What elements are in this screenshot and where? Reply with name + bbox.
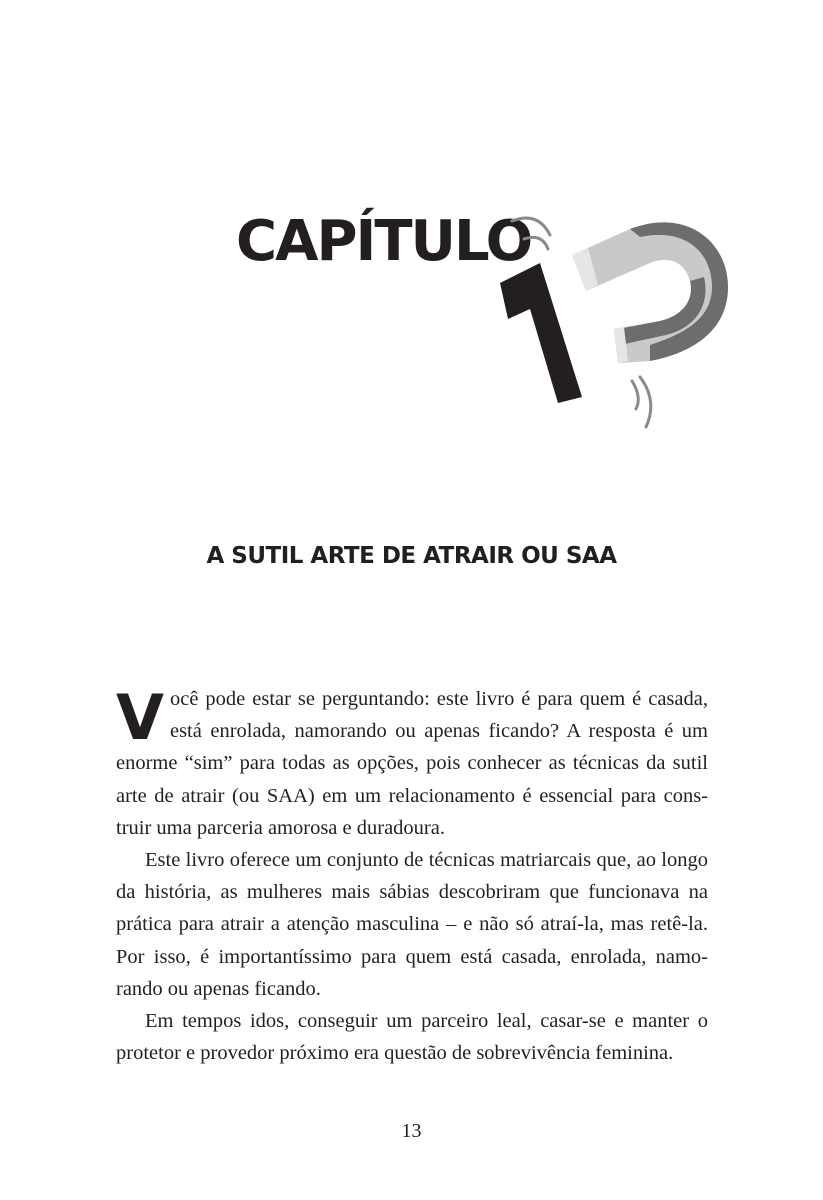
attraction-lines-bottom-icon xyxy=(632,377,651,427)
paragraph-2: Este livro oferece um conjunto de técnicas matriarcais que, ao longo da história, as mulheres mais sábias descobriram que funcionava na prática para atrair a atenção masculina – e não só atraí-la, mas retê-la. Por isso, é importantíssimo para quem está casada, enrolada, namorando ou apenas ficando. xyxy=(116,849,708,1000)
magnet-icon xyxy=(572,222,728,363)
chapter-title: A SUTIL ARTE DE ATRAIR OU SAA xyxy=(206,543,617,569)
chapter-number-graphic xyxy=(490,205,582,403)
chapter-number-magnet-illustration xyxy=(490,205,740,440)
body-text xyxy=(116,683,708,1069)
paragraph-3: Em tempos idos, conseguir um parceiro leal, casar-se e manter o protetor e provedor próximo era questão de sobrevivência feminina. xyxy=(116,1010,708,1065)
paragraph-1 xyxy=(116,683,708,844)
drop-cap: V xyxy=(116,681,164,754)
chapter-heading: CAPÍTULO xyxy=(236,209,532,274)
page-number: 13 xyxy=(401,1120,422,1142)
paragraph-1-text: ocê pode estar se perguntando: este livro é para quem é casada, está enrolada, namorando ou apenas ficando? A resposta é um enorme “sim” para todas as opções, pois conhecer as técnicas da sutil arte de atrair (ou SAA) em um relacionamento é essencial para construir uma parceria amorosa e duradoura. xyxy=(116,688,708,839)
chapter-number-text: 1 xyxy=(490,205,491,206)
attraction-lines-top-icon xyxy=(512,218,550,249)
